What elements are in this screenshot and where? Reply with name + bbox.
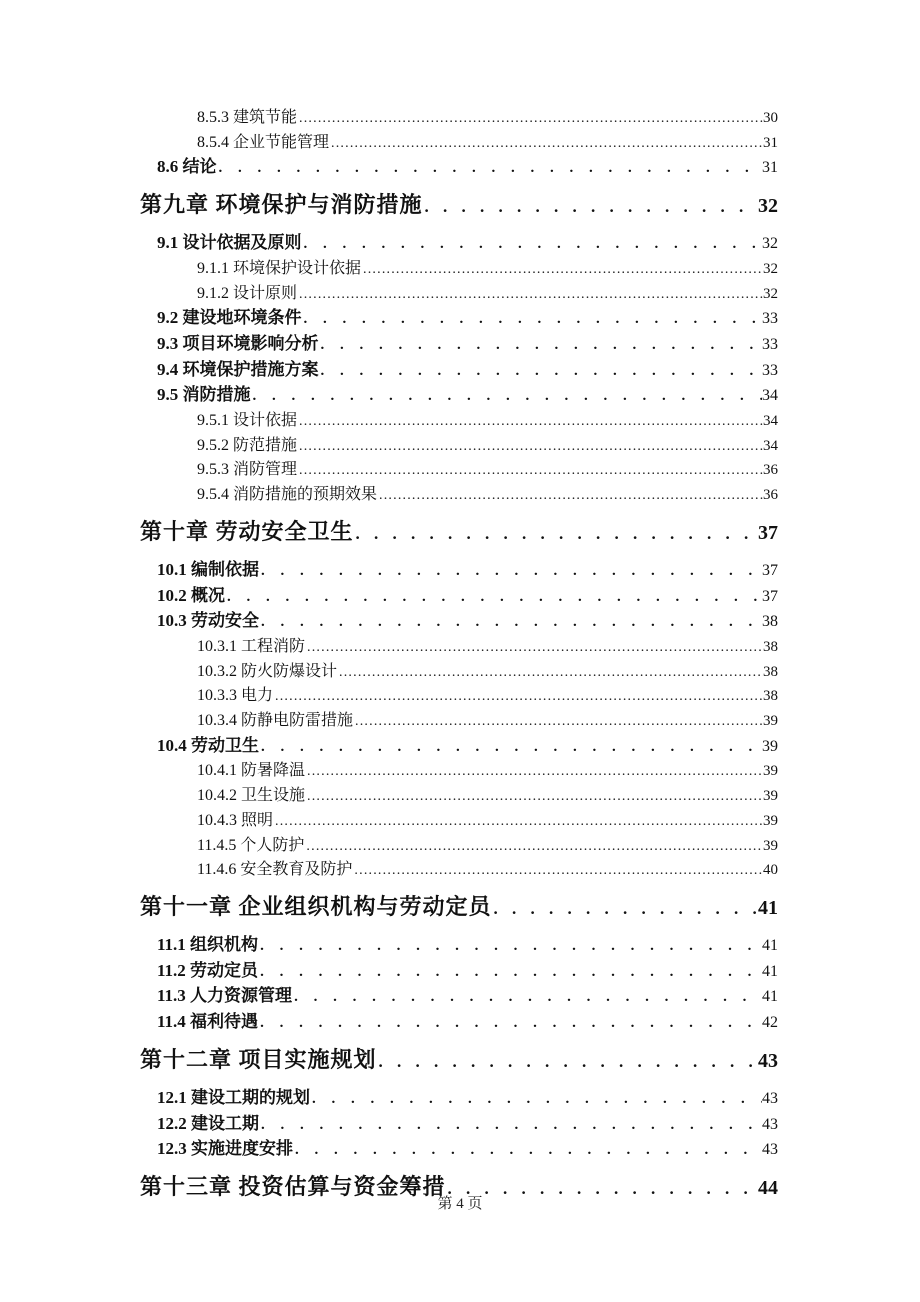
- dot-leader: [354, 519, 758, 549]
- dot-leader: [297, 107, 763, 131]
- dot-leader: [259, 736, 762, 760]
- toc-entry-label: 10.4.3 照明: [197, 811, 274, 829]
- toc-entry-page: 37: [758, 521, 778, 544]
- toc-entry-page: 39: [762, 737, 778, 755]
- toc-entry-page: 37: [762, 561, 778, 579]
- toc-entry[interactable]: [140, 1010, 778, 1036]
- toc-entry-page: 33: [762, 335, 778, 353]
- toc-entry-label: 10.1 编制依据: [157, 559, 259, 579]
- toc-entry-page: 43: [762, 1089, 778, 1107]
- dot-leader: [329, 132, 763, 156]
- toc-entry-page: 37: [762, 587, 778, 605]
- page-number-label: 第 4 页: [437, 1196, 483, 1212]
- toc-entry[interactable]: [140, 332, 778, 358]
- toc-entry-page: 39: [763, 763, 778, 780]
- toc-entry-label: 10.3 劳动安全: [157, 611, 259, 631]
- toc-entry-page: 34: [762, 387, 778, 405]
- dot-leader: [258, 1012, 762, 1036]
- dot-leader: [304, 835, 763, 859]
- toc-entry-label: 11.4.5 个人防护: [197, 836, 305, 854]
- toc-entry-label: 第九章 环境保护与消防措施: [140, 192, 423, 218]
- toc-entry-label: 11.4.6 安全教育及防护: [197, 861, 353, 879]
- toc-entry-page: 32: [758, 195, 778, 218]
- dot-leader: [273, 810, 763, 834]
- toc-entry[interactable]: [140, 1112, 778, 1138]
- toc-entry-page: 41: [762, 936, 778, 954]
- toc-entry[interactable]: [140, 584, 778, 610]
- toc-entry-label: 9.1 设计依据及原则: [157, 233, 302, 253]
- dot-leader: [377, 1047, 758, 1077]
- toc-entry-page: 33: [762, 361, 778, 379]
- toc-entry-label: 11.4 福利待遇: [157, 1012, 259, 1032]
- dot-leader: [305, 636, 763, 660]
- toc-entry-label: 8.5.3 建筑节能: [197, 109, 298, 126]
- toc-entry-label: 10.3.2 防火防爆设计: [197, 662, 338, 680]
- toc-entry[interactable]: [140, 809, 778, 834]
- toc-entry[interactable]: [140, 684, 778, 709]
- dot-leader: [297, 435, 763, 459]
- toc-entry-page: 32: [763, 285, 778, 302]
- dot-leader: [297, 459, 763, 483]
- toc-entry[interactable]: [140, 959, 778, 985]
- toc-entry[interactable]: [140, 358, 778, 384]
- toc-entry[interactable]: [140, 858, 778, 883]
- toc-entry[interactable]: [140, 383, 778, 409]
- dot-leader: [259, 1114, 762, 1138]
- toc-entry-label: 8.6 结论: [157, 157, 217, 177]
- toc-entry-page: 43: [762, 1115, 778, 1133]
- toc-entry-label: 10.3.3 电力: [197, 687, 274, 705]
- toc-entry-page: 44: [758, 1176, 778, 1199]
- toc-entry[interactable]: [140, 1045, 778, 1077]
- dot-leader: [310, 1088, 762, 1112]
- toc-entry[interactable]: [140, 660, 778, 685]
- toc-entry-page: 33: [762, 310, 778, 328]
- toc-entry-page: 40: [763, 862, 778, 879]
- dot-leader: [251, 385, 763, 409]
- toc-entry-page: 39: [763, 713, 778, 730]
- toc-entry-page: 34: [763, 437, 778, 454]
- toc-entry-label: 9.2 建设地环境条件: [157, 308, 302, 328]
- dot-leader: [492, 894, 758, 924]
- toc-entry-page: 38: [763, 688, 778, 705]
- toc-entry[interactable]: [140, 784, 778, 809]
- toc-entry-page: 42: [762, 1014, 778, 1032]
- toc-entry-label: 8.5.4 企业节能管理: [197, 133, 330, 151]
- toc-entry[interactable]: [140, 558, 778, 584]
- toc-entry[interactable]: [140, 759, 778, 784]
- toc-entry-label: 10.4.1 防暑降温: [197, 762, 306, 780]
- dot-leader: [297, 410, 763, 434]
- toc-entry-label: 10.2 概况: [157, 585, 225, 605]
- toc-entry-label: 12.3 实施进度安排: [157, 1139, 293, 1159]
- toc-entry[interactable]: [140, 282, 778, 307]
- toc-entry-label: 9.5.3 消防管理: [197, 461, 298, 479]
- toc-entry-page: 31: [763, 134, 778, 151]
- toc-entry-page: 38: [763, 663, 778, 680]
- toc-entry-page: 30: [763, 110, 778, 126]
- dot-leader: [353, 710, 763, 734]
- toc-entry[interactable]: [140, 483, 778, 508]
- toc-entry-label: 12.1 建设工期的规划: [157, 1087, 310, 1107]
- toc-entry-label: 第十三章 投资估算与资金筹措: [140, 1173, 446, 1199]
- toc-entry-page: 43: [762, 1141, 778, 1159]
- toc-entry[interactable]: [140, 190, 778, 222]
- dot-leader: [352, 859, 763, 883]
- dot-leader: [273, 685, 763, 709]
- dot-leader: [377, 484, 763, 508]
- toc-entry-page: 41: [762, 962, 778, 980]
- toc-entry-page: 38: [762, 613, 778, 631]
- dot-leader: [292, 986, 762, 1010]
- toc-entry[interactable]: [140, 834, 778, 859]
- dot-leader: [259, 560, 762, 584]
- toc-entry[interactable]: [140, 734, 778, 760]
- dot-leader: [293, 1139, 762, 1163]
- toc-entry-label: 10.3.1 工程消防: [197, 637, 306, 655]
- toc-entry[interactable]: [140, 635, 778, 660]
- toc-entry-page: 32: [763, 260, 778, 277]
- toc-entry[interactable]: [140, 409, 778, 434]
- toc-entry[interactable]: [140, 306, 778, 332]
- toc-entry-label: 9.5 消防措施: [157, 385, 251, 405]
- toc-entry-label: 9.4 环境保护措施方案: [157, 359, 319, 379]
- toc-entry[interactable]: [140, 1086, 778, 1112]
- toc-entry[interactable]: [140, 434, 778, 459]
- toc-entry-page: 31: [762, 159, 778, 177]
- toc-entry[interactable]: [140, 458, 778, 483]
- dot-leader: [305, 760, 763, 784]
- toc-entry-label: 10.4 劳动卫生: [157, 735, 259, 755]
- toc-entry-label: 11.1 组织机构: [157, 934, 259, 954]
- toc-entry-label: 9.1.1 环境保护设计依据: [197, 259, 362, 277]
- toc-entry-label: 9.5.1 设计依据: [197, 412, 298, 430]
- dot-leader: [302, 308, 763, 332]
- toc-entry-label: 第十章 劳动安全卫生: [140, 518, 354, 544]
- toc-entry-label: 第十二章 项目实施规划: [140, 1046, 377, 1072]
- toc-entry-page: 41: [762, 988, 778, 1006]
- toc-entry[interactable]: [140, 257, 778, 282]
- toc-entry[interactable]: [140, 1137, 778, 1163]
- toc-entry[interactable]: [140, 106, 778, 131]
- dot-leader: [217, 157, 763, 181]
- dot-leader: [319, 334, 763, 358]
- dot-leader: [297, 283, 763, 307]
- toc-entry[interactable]: [140, 984, 778, 1010]
- dot-leader: [259, 611, 762, 635]
- toc-entry-page: 32: [762, 235, 778, 253]
- toc-entry-label: 10.3.4 防静电防雷措施: [197, 712, 354, 730]
- dot-leader: [423, 192, 758, 222]
- dot-leader: [258, 935, 762, 959]
- toc-entry[interactable]: [140, 155, 778, 181]
- toc-entry-label: 9.3 项目环境影响分析: [157, 333, 319, 353]
- toc-entry[interactable]: [140, 517, 778, 549]
- toc-entry-label: 11.3 人力资源管理: [157, 986, 293, 1006]
- toc-entry-label: 9.1.2 设计原则: [197, 284, 298, 302]
- toc-entry-label: 9.5.2 防范措施: [197, 436, 298, 454]
- dot-leader: [305, 785, 763, 809]
- dot-leader: [302, 233, 763, 257]
- toc-entry[interactable]: [140, 131, 778, 156]
- toc-entry-label: 9.5.4 消防措施的预期效果: [197, 486, 378, 504]
- toc-entry[interactable]: [140, 609, 778, 635]
- dot-leader: [319, 360, 763, 384]
- dot-leader: [258, 961, 762, 985]
- table-of-contents: [140, 106, 778, 1213]
- toc-entry-page: 36: [763, 462, 778, 479]
- toc-entry-page: 39: [763, 788, 778, 805]
- dot-leader: [337, 661, 763, 685]
- toc-entry[interactable]: [140, 892, 778, 924]
- toc-entry-label: 12.2 建设工期: [157, 1113, 259, 1133]
- toc-entry-page: 34: [763, 413, 778, 430]
- toc-entry-page: 41: [758, 896, 778, 919]
- toc-entry-page: 36: [763, 487, 778, 504]
- dot-leader: [225, 586, 762, 610]
- toc-entry-label: 10.4.2 卫生设施: [197, 787, 306, 805]
- toc-entry-page: 43: [758, 1049, 778, 1072]
- toc-entry[interactable]: [140, 709, 778, 734]
- dot-leader: [361, 258, 763, 282]
- toc-entry-page: 38: [763, 638, 778, 655]
- page-footer: [0, 1192, 920, 1213]
- toc-entry[interactable]: [140, 231, 778, 257]
- toc-entry-page: 39: [763, 812, 778, 829]
- toc-entry-label: 11.2 劳动定员: [157, 960, 259, 980]
- toc-entry[interactable]: [140, 933, 778, 959]
- toc-entry-page: 39: [763, 837, 778, 854]
- toc-entry-label: 第十一章 企业组织机构与劳动定员: [140, 893, 492, 919]
